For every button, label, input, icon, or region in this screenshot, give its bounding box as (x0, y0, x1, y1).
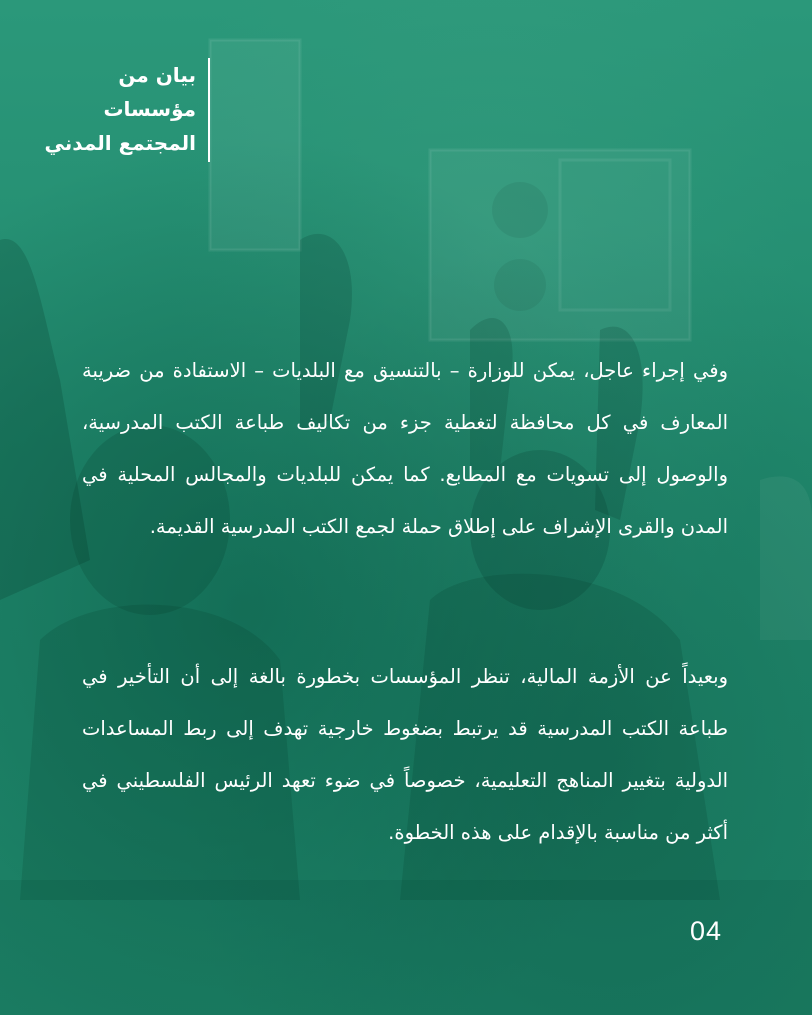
page-number: 04 (690, 916, 723, 946)
body-paragraph-2: وبعيداً عن الأزمة المالية، تنظر المؤسسات بخطورة بالغة إلى أن التأخير في طباعة الكتب المدرسية قد يرتبط بضغوط خارجية تهدف إلى ربط المساعدات الدولية بتغيير المناهج التعليمية، خصوصاً في ضوء تعهد الرئيس الفلسطيني في أكثر من مناسبة بالإقدام على هذه الخطوة. (82, 665, 728, 844)
title-line-1: بيان من (118, 63, 196, 87)
title-divider (208, 58, 210, 162)
header-title-block (40, 58, 210, 164)
body-paragraph-1: وفي إجراء عاجل، يمكن للوزارة – بالتنسيق مع البلديات – الاستفادة من ضريبة المعارف في كل محافظة لتغطية جزء من تكاليف طباعة الكتب المدرسية، والوصول إلى تسويات مع المطابع. كما يمكن للبلديات والمجالس المحلية في المدن والقرى الإشراف على إطلاق حملة لجمع الكتب المدرسية القديمة. (82, 359, 728, 538)
title-line-2: مؤسسات (103, 97, 196, 121)
page-title (45, 58, 196, 160)
title-line-3: المجتمع المدني (44, 131, 196, 155)
